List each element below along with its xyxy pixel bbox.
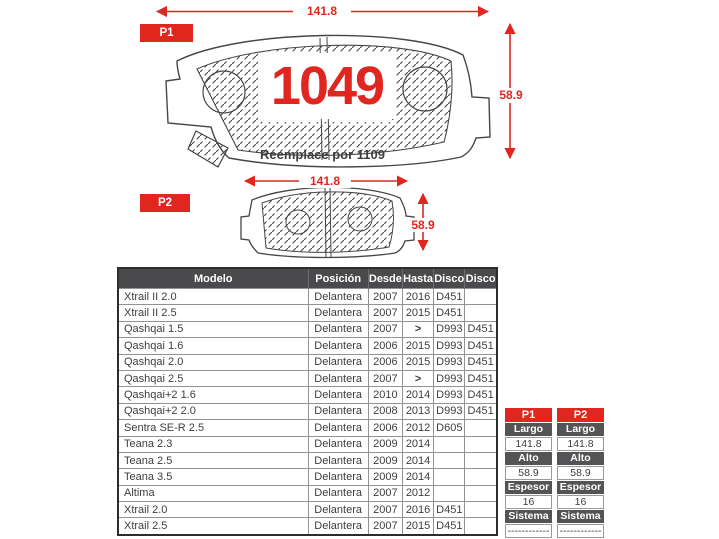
table-cell: 2006: [368, 420, 402, 436]
table-cell: D993: [434, 354, 465, 370]
table-cell: 2007: [368, 305, 402, 321]
table-cell: 2007: [368, 370, 402, 386]
table-cell: D993: [434, 403, 465, 419]
table-row: [118, 420, 497, 436]
table-row: [118, 289, 497, 305]
p1-spec-table: [505, 408, 552, 539]
table-cell: >: [402, 370, 433, 386]
table-cell: [434, 452, 465, 468]
table-cell: 2009: [368, 436, 402, 452]
table-row: [118, 452, 497, 468]
table-cell: Delantera: [308, 518, 368, 535]
table-cell: [465, 518, 497, 535]
table-cell: Qashqai+2 2.0: [118, 403, 308, 419]
applications-table: [117, 267, 498, 536]
table-cell: Delantera: [308, 289, 368, 305]
spec-row-label: Espesor: [557, 481, 604, 494]
table-cell: [465, 305, 497, 321]
table-cell: 2006: [368, 354, 402, 370]
table-cell: D451: [434, 289, 465, 305]
table-cell: 2006: [368, 338, 402, 354]
spec-tables: [505, 408, 604, 539]
table-row: [118, 338, 497, 354]
table-cell: 2014: [402, 469, 433, 485]
table-cell: Qashqai 2.5: [118, 370, 308, 386]
table-cell: Delantera: [308, 485, 368, 501]
table-cell: D451: [465, 370, 497, 386]
table-row: [118, 518, 497, 535]
spec-row-value: 141.8: [557, 437, 604, 451]
column-header: Hasta: [402, 268, 433, 289]
table-cell: Delantera: [308, 469, 368, 485]
table-cell: 2007: [368, 321, 402, 337]
p2-pad-drawing: [241, 186, 414, 258]
table-cell: 2015: [402, 354, 433, 370]
table-cell: [465, 289, 497, 305]
column-header: Disco: [465, 268, 497, 289]
column-header: Disco: [434, 268, 465, 289]
spec-row-value: ------------: [505, 524, 552, 538]
table-cell: 2007: [368, 518, 402, 535]
column-header: Modelo: [118, 268, 308, 289]
spec-row-value: ------------: [557, 524, 604, 538]
p1-label-badge: P1: [140, 24, 193, 42]
table-cell: [465, 420, 497, 436]
table-cell: 2014: [402, 452, 433, 468]
spec-row-label: Alto: [505, 452, 552, 465]
table-cell: Delantera: [308, 403, 368, 419]
table-cell: 2016: [402, 289, 433, 305]
p1-width-dimension: 141.8: [293, 4, 351, 19]
table-cell: Teana 3.5: [118, 469, 308, 485]
table-cell: D451: [434, 518, 465, 535]
table-cell: [465, 485, 497, 501]
table-cell: Qashqai 1.5: [118, 321, 308, 337]
p2-height-dimension: 58.9: [406, 218, 440, 232]
table-cell: Xtrail 2.5: [118, 518, 308, 535]
table-cell: D451: [465, 354, 497, 370]
table-cell: 2015: [402, 305, 433, 321]
table-cell: [465, 452, 497, 468]
table-cell: D993: [434, 370, 465, 386]
table-cell: 2007: [368, 289, 402, 305]
table-cell: Delantera: [308, 436, 368, 452]
table-cell: D605: [434, 420, 465, 436]
table-cell: 2012: [402, 420, 433, 436]
table-cell: Delantera: [308, 452, 368, 468]
spec-row-label: Largo: [505, 423, 552, 436]
table-cell: D451: [465, 403, 497, 419]
spec-row-value: 58.9: [505, 466, 552, 480]
table-cell: Delantera: [308, 338, 368, 354]
applications-table-header: [118, 268, 497, 289]
table-cell: Delantera: [308, 305, 368, 321]
table-cell: [465, 436, 497, 452]
table-cell: D451: [465, 387, 497, 403]
spec-row-label: Alto: [557, 452, 604, 465]
table-cell: D451: [465, 321, 497, 337]
table-row: [118, 502, 497, 518]
table-cell: 2015: [402, 338, 433, 354]
table-cell: Delantera: [308, 502, 368, 518]
table-cell: Sentra SE-R 2.5: [118, 420, 308, 436]
spec-table-title: P1: [505, 408, 552, 422]
table-cell: [465, 469, 497, 485]
table-cell: D451: [465, 338, 497, 354]
table-cell: Teana 2.3: [118, 436, 308, 452]
table-cell: Altima: [118, 485, 308, 501]
table-row: [118, 321, 497, 337]
p2-spec-table: [557, 408, 604, 539]
spec-row-label: Largo: [557, 423, 604, 436]
table-cell: 2016: [402, 502, 433, 518]
spec-table-title: P2: [557, 408, 604, 422]
table-row: [118, 387, 497, 403]
table-cell: 2009: [368, 452, 402, 468]
spec-row-value: 58.9: [557, 466, 604, 480]
table-cell: [465, 502, 497, 518]
table-cell: 2007: [368, 485, 402, 501]
spec-row-label: Sistema: [557, 510, 604, 523]
table-cell: Qashqai 1.6: [118, 338, 308, 354]
table-row: [118, 354, 497, 370]
p2-label-badge: P2: [140, 194, 190, 212]
table-cell: Delantera: [308, 354, 368, 370]
spec-row-value: 16: [505, 495, 552, 509]
table-row: [118, 403, 497, 419]
table-cell: [434, 469, 465, 485]
table-row: [118, 485, 497, 501]
table-cell: D451: [434, 305, 465, 321]
table-cell: D993: [434, 321, 465, 337]
table-cell: Delantera: [308, 387, 368, 403]
table-cell: D993: [434, 338, 465, 354]
table-row: [118, 370, 497, 386]
table-cell: D451: [434, 502, 465, 518]
table-cell: Delantera: [308, 321, 368, 337]
table-cell: D993: [434, 387, 465, 403]
table-row: [118, 436, 497, 452]
table-cell: 2014: [402, 387, 433, 403]
table-row: [118, 469, 497, 485]
table-cell: 2008: [368, 403, 402, 419]
table-cell: Qashqai 2.0: [118, 354, 308, 370]
table-cell: >: [402, 321, 433, 337]
spec-row-value: 141.8: [505, 437, 552, 451]
spec-row-label: Sistema: [505, 510, 552, 523]
column-header: Desde: [368, 268, 402, 289]
table-cell: Delantera: [308, 420, 368, 436]
table-cell: Teana 2.5: [118, 452, 308, 468]
table-row: [118, 305, 497, 321]
replacement-note: Reemplace por 1109: [259, 147, 386, 162]
column-header: Posición: [308, 268, 368, 289]
table-cell: 2007: [368, 502, 402, 518]
table-cell: Xtrail II 2.5: [118, 305, 308, 321]
table-cell: 2012: [402, 485, 433, 501]
spec-row-label: Espesor: [505, 481, 552, 494]
table-cell: 2010: [368, 387, 402, 403]
table-cell: 2009: [368, 469, 402, 485]
table-cell: 2013: [402, 403, 433, 419]
table-cell: Xtrail II 2.0: [118, 289, 308, 305]
spec-row-value: 16: [557, 495, 604, 509]
table-cell: [434, 485, 465, 501]
table-cell: 2015: [402, 518, 433, 535]
table-cell: [434, 436, 465, 452]
table-cell: Xtrail 2.0: [118, 502, 308, 518]
p2-width-dimension: 141.8: [299, 174, 351, 188]
p1-height-dimension: 58.9: [493, 88, 529, 103]
table-cell: Qashqai+2 1.6: [118, 387, 308, 403]
table-cell: 2014: [402, 436, 433, 452]
part-number: 1049: [258, 53, 396, 119]
table-cell: Delantera: [308, 370, 368, 386]
